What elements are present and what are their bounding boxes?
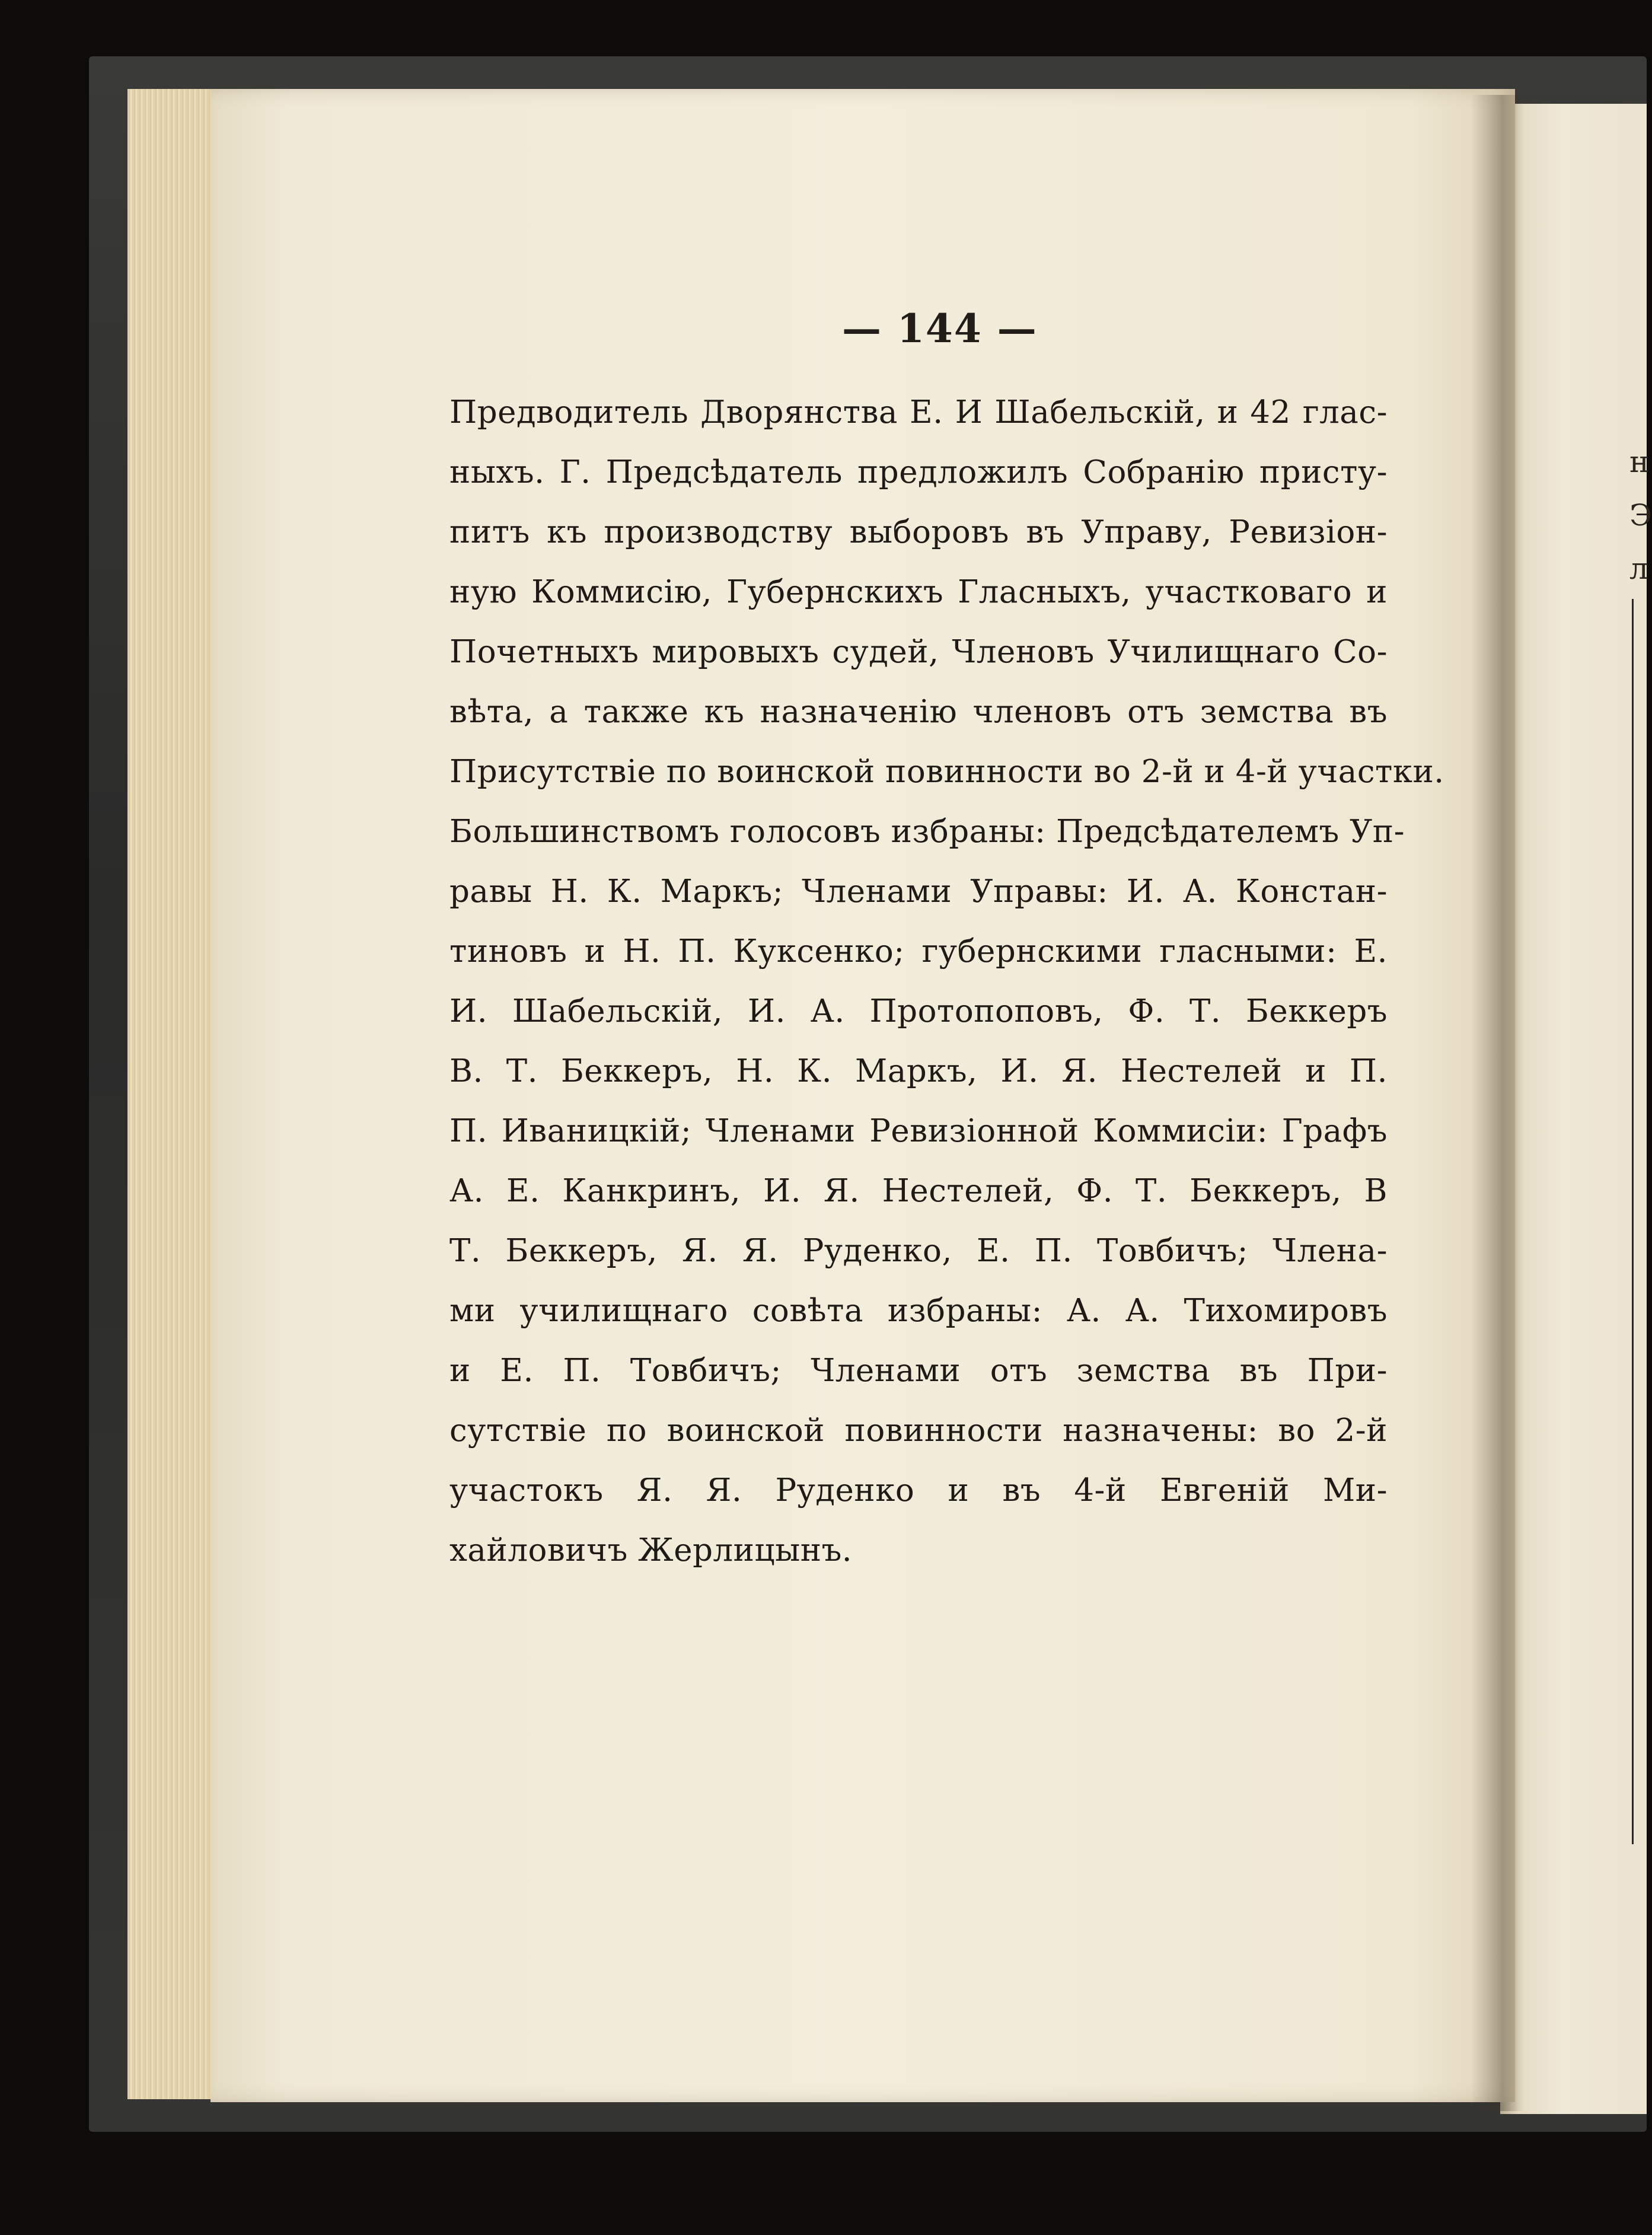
text-line: Присутствіе по воинской повинности во 2-й и 4-й участки. [449,754,1444,790]
text-line: А. Е. Канкринъ, И. Я. Нестелей, Ф. Т. Беккеръ, В [449,1173,1388,1209]
page-body-text [449,382,1444,1580]
text-line: хайловичъ Жерлицынъ. [449,1532,853,1568]
text-line: ную Коммисію, Губернскихъ Гласныхъ, участковаго и [449,574,1388,610]
page-number: — 144 — [842,305,1038,352]
gutter-shadow [1471,95,1524,2111]
facing-page-rule [1632,599,1634,1844]
text-line: ныхъ. Г. Предсѣдатель предложилъ Собранію присту- [449,454,1388,490]
text-line: сутствіе по воинской повинности назначены: во 2-й [449,1413,1388,1449]
text-line: равы Н. К. Маркъ; Членами Управы: И. А. Констан- [449,873,1388,910]
page-edges [127,89,216,2099]
text-line: и Е. П. Товбичъ; Членами отъ земства въ При- [449,1353,1388,1389]
facing-page-char: л [1629,551,1648,586]
facing-page-char: Э [1629,498,1652,533]
text-line: И. Шабельскій, И. А. Протопоповъ, Ф. Т. Беккеръ [449,993,1388,1029]
text-line: питъ къ производству выборовъ въ Управу, Ревизіон- [449,514,1388,550]
text-line: Т. Беккеръ, Я. Я. Руденко, Е. П. Товбичъ; Члена- [449,1233,1388,1269]
facing-page-char: н [1629,445,1650,479]
text-line: Почетныхъ мировыхъ судей, Членовъ Училищнаго Со- [449,634,1388,670]
text-line: Предводитель Дворянства Е. И Шабельскій, и 42 глас- [449,394,1388,431]
text-line: Большинствомъ голосовъ избраны: Предсѣдателемъ Уп- [449,814,1405,850]
text-line: В. Т. Беккеръ, Н. К. Маркъ, И. Я. Нестелей и П. [449,1053,1388,1089]
text-line: ми училищнаго совѣта избраны: А. А. Тихомировъ [449,1293,1388,1329]
text-line: П. Иваницкій; Членами Ревизіонной Коммисіи: Графъ [449,1113,1388,1149]
text-line: участокъ Я. Я. Руденко и въ 4-й Евгеній Ми- [449,1472,1388,1509]
text-line: тиновъ и Н. П. Куксенко; губернскими гласными: Е. [449,933,1388,970]
text-line: вѣта, а также къ назначенію членовъ отъ земства въ [449,694,1388,730]
